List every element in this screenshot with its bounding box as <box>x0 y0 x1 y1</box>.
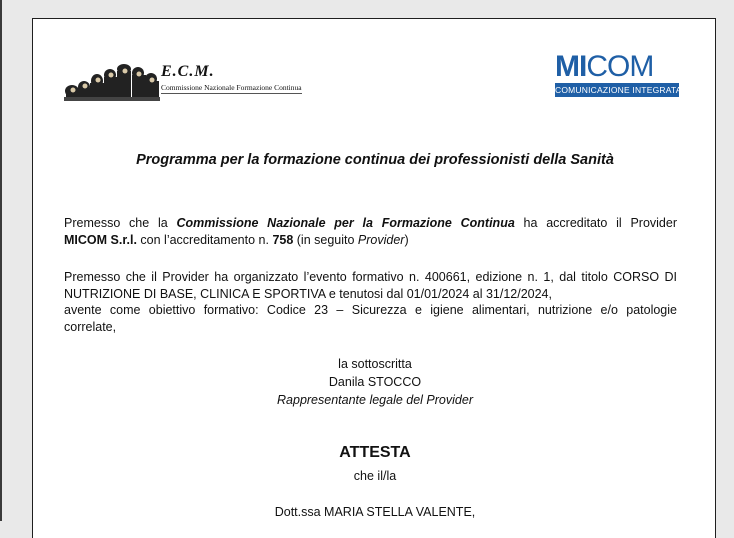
micom-word-om: OM <box>607 50 654 83</box>
provider-label: Provider <box>357 232 405 247</box>
attesta-sub: che il/la <box>353 469 397 483</box>
para1-text-d: con l’accreditamento n. <box>136 232 273 247</box>
signer-intro: la sottoscritta <box>338 357 412 371</box>
para1-text-a: Premesso che la <box>64 216 177 230</box>
ecm-subtitle: Commissione Nazionale Formazione Continua <box>161 83 302 92</box>
signer-role: Rappresentante legale del Provider <box>277 393 473 407</box>
micom-word-c: C <box>586 50 607 83</box>
provider-name: MICOM S.r.l. <box>64 232 137 247</box>
micom-logo <box>555 50 682 98</box>
window-edge <box>0 0 2 521</box>
recipient-name: Dott.ssa MARIA STELLA VALENTE, <box>274 505 476 519</box>
ecm-figures-illustration <box>64 61 160 101</box>
commission-name: Commissione Nazionale per la Formazione Continua <box>176 216 515 230</box>
para1-text-e: (in seguito <box>293 232 358 247</box>
accreditation-number: 758 <box>272 232 294 247</box>
ecm-title: E.C.M. <box>161 63 215 80</box>
micom-tagline: COMUNICAZIONE INTEGRATA <box>555 85 682 95</box>
document-title: Programma per la formazione continua dei professionisti della Sanità <box>136 152 614 168</box>
para1-line1 <box>64 215 677 232</box>
signer-block <box>33 355 717 409</box>
para1-line2 <box>64 232 677 249</box>
para1-text-f: ) <box>404 232 409 247</box>
ecm-logo <box>64 61 334 101</box>
para2-line3: avente come obiettivo formativo: Codice 23 – Sicurezza e igiene alimentari, nutrizione e/o patologie <box>64 303 677 317</box>
micom-wordmark <box>555 52 653 82</box>
attesta-heading: ATTESTA <box>339 444 411 461</box>
para2-line2: NUTRIZIONE DI BASE, CLINICA E SPORTIVA e tenutosi dal 01/01/2024 al 31/12/2024, <box>64 286 552 301</box>
para2-line4: correlate, <box>64 319 117 334</box>
para2-line1: Premesso che il Provider ha organizzato l’evento formativo n. 400661, edizione n. 1, dal titolo CORSO DI <box>64 270 677 284</box>
signer-name: Danila STOCCO <box>328 375 422 389</box>
para1-text-c: ha accreditato il Provider <box>514 216 677 230</box>
paragraph-accreditation <box>64 215 677 248</box>
certificate-page <box>32 18 716 538</box>
paragraph-event <box>64 269 677 335</box>
micom-word-mi: MI <box>555 50 587 83</box>
